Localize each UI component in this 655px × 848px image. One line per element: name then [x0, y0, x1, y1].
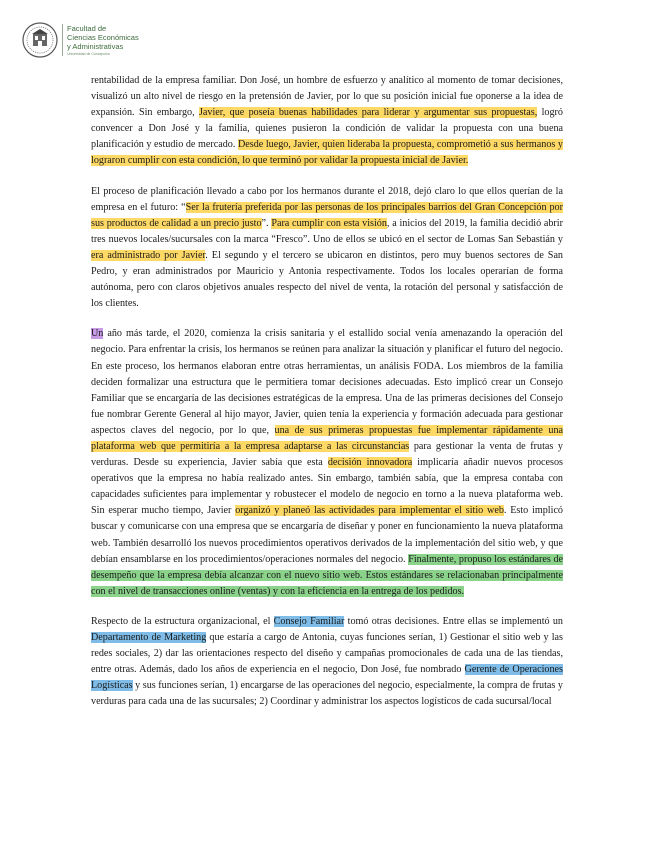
text-segment: . El segundo y el tercero se ubicaron en distintos, pero muy buenos sectores de San Pedro, y eran administrados por Mauricio y Antonia respectivamente. Todos los locales operarían de forma autónoma, pero con claros objetivos anuales respecto del nivel de venta, la rotación del personal y satisfacción de los clientes. — [91, 249, 563, 310]
logo-text — [67, 24, 139, 57]
highlighted-text: Javier, que poseía buenas habilidades para liderar y argumentar sus propuestas, — [198, 107, 538, 119]
logo-line-2: Ciencias Económicas — [67, 32, 139, 42]
text-segment: año más tarde, el 2020, comienza la crisis sanitaria y el estallido social venía amenazando la operación del negocio. Para enfrentar la crisis, los hermanos se reúnen para analizar la situación y planificar el futuro del negocio. En este proceso, los hermanos elaboran entre otras herramientas, un análisis FODA. Los miembros de la familia deciden formalizar una estructura que le permitiera tomar decisiones adecuadas. Esto implicó crear un Consejo Familiar que se encargaría de las decisiones estratégicas de la empresa. Una de las primeras decisiones del Consejo fue nombrar Gerente General al hijo mayor, Javier, quien tenía la experiencia y formación adecuada para gestionar aspectos claves del negocio, por lo que, — [91, 328, 563, 436]
university-seal-icon — [22, 22, 58, 58]
text-segment: y sus funciones serían, 1) encargarse de las operaciones del negocio, especialmente, la compra de frutas y verduras para cada una de las sucursales; 2) Coordinar y administrar los aspectos logísticos de cada sucursal/local — [91, 680, 563, 708]
highlighted-text: Un — [91, 328, 104, 340]
text-segment: que estaría a cargo de Antonia, cuyas funciones serían, 1) Gestionar el sitio web y las redes sociales, 2) dar las orientaciones respecto del diseño y campañas promocionales de cada una de las tiendas, entre otras. Además, dado los años de experiencia en el negocio, Don José, fue nombrado — [91, 632, 563, 676]
paragraph — [91, 184, 563, 313]
text-segment: para gestionar la venta de frutas y verduras. Desde su experiencia, Javier sabía que esta — [91, 440, 563, 469]
text-segment: , a inicios del 2019, la familia decidió abrir tres nuevos locales/sucursales con la marca “Fresco”. Uno de ellos se ubicó en el sector de Lomas San Sebastián y — [91, 217, 563, 245]
text-segment: implicaría añadir nuevos procesos operativos que la empresa no había realizado antes. Sin embargo, también sabía, que la empresa contaba con capacidades suficientes para implementar y robustecer el modelo de negocio en torno a la nueva plataforma web. Sin esperar mucho tiempo, Javier — [91, 457, 563, 517]
highlighted-text: una de sus primeras propuestas fue implementar rápidamente una plataforma web que permitiría a la empresa adaptarse a las circunstancias — [91, 424, 563, 452]
highlighted-text: Desde luego, Javier, quien lideraba la propuesta, comprometió a sus hermanos y lograron cumplir con esta condición, lo que terminó por validar la propuesta inicial de Javier. — [91, 139, 563, 167]
logo-line-3: y Administrativas — [67, 41, 124, 51]
highlighted-text: Departamento de Marketing — [91, 632, 207, 643]
paragraph — [91, 326, 563, 600]
text-segment: Respecto de la estructura organizacional, el — [91, 615, 274, 627]
highlighted-text: Para cumplir con esta visión — [271, 217, 387, 229]
text-segment: logró convencer a Don José y la familia, quienes pusieron la condición de validar la propuesta con una buena planificación y estudio de mercado. — [91, 107, 563, 151]
logo-tagline: Universidad de Concepción — [67, 51, 110, 56]
logo-line-1: Facultad de — [67, 23, 107, 33]
document-body — [91, 73, 563, 724]
paragraph — [91, 73, 563, 170]
highlighted-text: era administrado por Javier — [91, 249, 206, 261]
highlighted-text: Consejo Familiar — [273, 615, 345, 627]
faculty-logo — [22, 22, 139, 58]
highlighted-text: decisión innovadora — [327, 457, 413, 469]
logo-divider — [62, 24, 63, 56]
text-segment: tomó otras decisiones. Entre ellas se implementó un — [344, 615, 563, 627]
highlighted-text: Ser la frutería preferida por las personas de los principales barrios del Gran Concepción por sus productos de calidad a un precio justo — [91, 201, 563, 229]
highlighted-text: Finalmente, propuso los estándares de desempeño que la empresa debía alcanzar con el nuevo sitio web. Estos estándares se relacionaban principalmente con el nivel de transacciones online (ventas) y con la eficiencia en la entrega de los pedidos. — [91, 553, 563, 597]
highlighted-text: organizó y planeó las actividades para implementar el sitio web — [235, 505, 504, 517]
highlighted-text: Gerente de Operaciones Logísticas — [91, 664, 563, 692]
text-segment: El proceso de planificación llevado a cabo por los hermanos durante el 2018, dejó claro lo que ellos querían de la empresa en el futuro: “ — [91, 185, 563, 213]
text-segment: rentabilidad de la empresa familiar. Don José, un hombre de esfuerzo y analítico al momento de tomar decisiones, visualizó un alto nivel de riesgo en la pretensión de Javier, por lo que su posición inicial fue oponerse a la idea de expansión. Sin embargo, — [91, 75, 563, 119]
text-segment: ”. — [261, 217, 272, 229]
text-segment: . Esto implicó buscar y comunicarse con una empresa que se encargaría de diseñar y poner en funcionamiento la nueva plataforma web. También desarrolló los nuevos procedimientos operativos derivados de la implementación del sitio web, y que debían ensamblarse en los procedimientos/operaciones normales del negocio. — [91, 505, 563, 565]
paragraph — [91, 614, 563, 711]
